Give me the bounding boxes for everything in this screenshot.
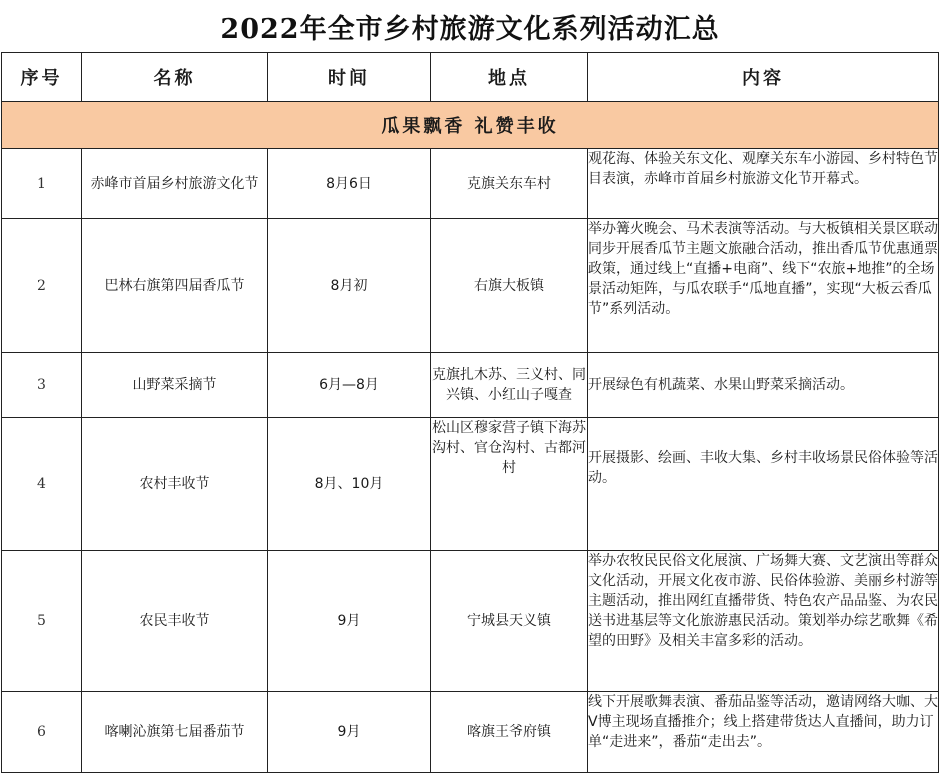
table-row: [2, 551, 939, 692]
table-row: [2, 692, 939, 773]
activity-table: [1, 52, 939, 773]
column-header-no: 序号: [2, 53, 82, 102]
table-row: [2, 353, 939, 418]
activity-name: 山野菜采摘节: [82, 353, 268, 418]
header-row: [2, 53, 939, 102]
activity-place: 右旗大板镇: [431, 219, 588, 353]
activity-place: 喀旗王爷府镇: [431, 692, 588, 773]
activity-place: 宁城县天义镇: [431, 551, 588, 692]
activity-place: 克旗关东车村: [431, 149, 588, 219]
activity-content: 举办篝火晚会、马术表演等活动。与大板镇相关景区联动同步开展香瓜节主题文旅融合活动，推出香瓜节优惠通票政策，通过线上“直播+电商”、线下“农旅+地推”的全场景活动矩阵，与瓜农联手“瓜地直播”，实现“大板云香瓜节”系列活动。: [588, 219, 939, 353]
activity-time: 8月6日: [268, 149, 431, 219]
section-title: 瓜果飘香 礼赞丰收: [2, 102, 939, 149]
column-header-place: 地点: [431, 53, 588, 102]
row-number: 5: [2, 551, 82, 692]
activity-time: 9月: [268, 551, 431, 692]
activity-name: 喀喇沁旗第七届番茄节: [82, 692, 268, 773]
column-header-content: 内容: [588, 53, 939, 102]
section-row: [2, 102, 939, 149]
activity-content: 举办农牧民民俗文化展演、广场舞大赛、文艺演出等群众文化活动，开展文化夜市游、民俗体验游、美丽乡村游等主题活动，推出网红直播带货、特色农产品品鉴、为农民送书进基层等文化旅游惠民活动。策划举办综艺歌舞《希望的田野》及相关丰富多彩的活动。: [588, 551, 939, 692]
activity-content: 线下开展歌舞表演、番茄品鉴等活动，邀请网络大咖、大V博主现场直播推介；线上搭建带货达人直播间，助力订单“走进来”，番茄“走出去”。: [588, 692, 939, 773]
row-number: 2: [2, 219, 82, 353]
activity-content: 开展摄影、绘画、丰收大集、乡村丰收场景民俗体验等活动。: [588, 418, 939, 551]
table-row: [2, 219, 939, 353]
activity-time: 9月: [268, 692, 431, 773]
activity-content: 开展绿色有机蔬菜、水果山野菜采摘活动。: [588, 353, 939, 418]
column-header-time: 时间: [268, 53, 431, 102]
activity-time: 6月—8月: [268, 353, 431, 418]
row-number: 1: [2, 149, 82, 219]
activity-place: 松山区穆家营子镇下海苏沟村、官仓沟村、古都河村: [431, 418, 588, 551]
page-title: 2022年全市乡村旅游文化系列活动汇总: [220, 13, 720, 45]
activity-name: 农民丰收节: [82, 551, 268, 692]
row-number: 6: [2, 692, 82, 773]
row-number: 4: [2, 418, 82, 551]
activity-time: 8月、10月: [268, 418, 431, 551]
activity-name: 巴林右旗第四届香瓜节: [82, 219, 268, 353]
column-header-name: 名称: [82, 53, 268, 102]
activity-place: 克旗扎木苏、三义村、同兴镇、小红山子嘎查: [431, 353, 588, 418]
table-row: [2, 418, 939, 551]
table-row: [2, 149, 939, 219]
activity-name: 赤峰市首届乡村旅游文化节: [82, 149, 268, 219]
activity-name: 农村丰收节: [82, 418, 268, 551]
activity-content: 观花海、体验关东文化、观摩关东车小游园、乡村特色节目表演，赤峰市首届乡村旅游文化节开幕式。: [588, 149, 939, 219]
row-number: 3: [2, 353, 82, 418]
activity-time: 8月初: [268, 219, 431, 353]
